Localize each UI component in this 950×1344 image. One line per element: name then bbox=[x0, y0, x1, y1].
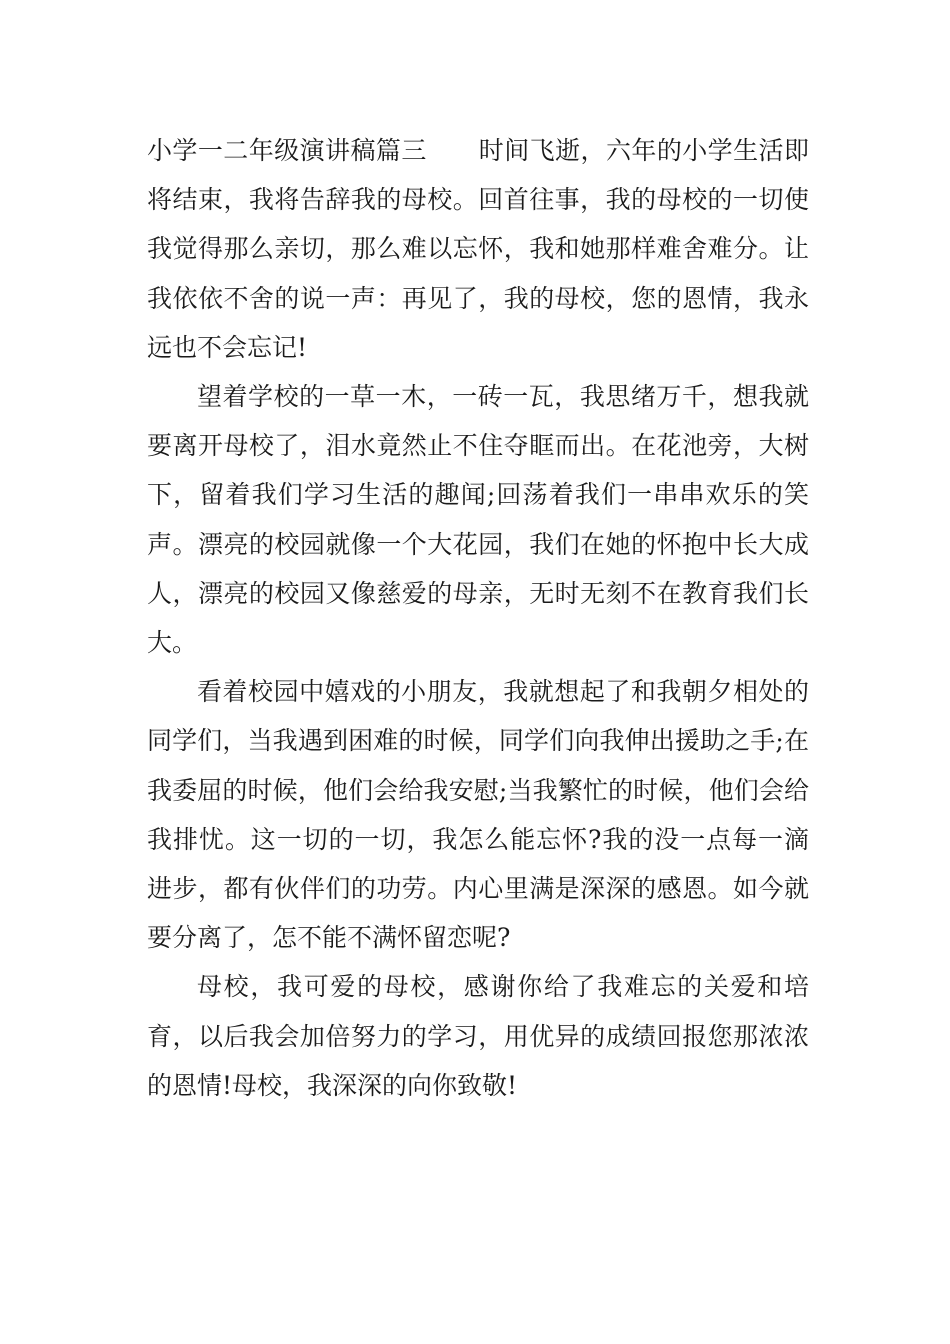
paragraph-1 bbox=[147, 126, 809, 372]
document-body bbox=[147, 126, 809, 1110]
document-heading: 小学一二年级演讲稿篇三 bbox=[147, 136, 427, 165]
paragraph-4: 母校，我可爱的母校，感谢你给了我难忘的关爱和培育，以后我会加倍努力的学习，用优异的成绩回报您那浓浓的恩情!母校，我深深的向你致敬! bbox=[147, 972, 809, 1100]
paragraph-3: 看着校园中嬉戏的小朋友，我就想起了和我朝夕相处的同学们，当我遇到困难的时候，同学们向我伸出援助之手;在我委屈的时候，他们会给我安慰;当我繁忙的时候，他们会给我排忧。这一切的一切，我怎么能忘怀?我的没一点每一滴进步，都有伙伴们的功劳。内心里满是深深的感恩。如今就要分离了，怎不能不满怀留恋呢? bbox=[147, 677, 809, 953]
paragraph-1-text: 时间飞逝，六年的小学生活即将结束，我将告辞我的母校。回首往事，我的母校的一切使我觉得那么亲切，那么难以忘怀，我和她那样难舍难分。让我依依不舍的说一声：再见了，我的母校，您的恩情，我永远也不会忘记! bbox=[147, 136, 809, 362]
paragraph-2: 望着学校的一草一木，一砖一瓦，我思绪万千，想我就要离开母校了，泪水竟然止不住夺眶而出。在花池旁，大树下，留着我们学习生活的趣闻;回荡着我们一串串欢乐的笑声。漂亮的校园就像一个大花园，我们在她的怀抱中长大成人，漂亮的校园又像慈爱的母亲，无时无刻不在教育我们长大。 bbox=[147, 382, 809, 658]
